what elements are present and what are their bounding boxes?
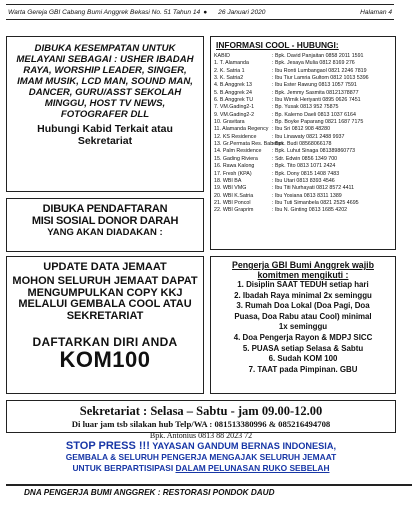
update-title: UPDATE DATA JEMAAT: [43, 261, 167, 273]
cool-leader: : Ibu Ester Rawung 0813 1057 7591: [272, 82, 357, 89]
pengerja-title-2: komitmen mengikuti :: [257, 270, 349, 280]
pengerja-item: Puasa, Doa Rabu atau Cool) minimal: [234, 311, 372, 321]
newsletter-header: [6, 4, 394, 20]
kom100-text: KOM100: [59, 347, 151, 372]
register-text: DAFTARKAN DIRI ANDA: [32, 335, 178, 349]
stop-press-line-1: [6, 440, 396, 452]
page-number: Halaman 4: [360, 8, 392, 16]
cool-contact-row: [214, 148, 392, 155]
cool-contact-row: [214, 104, 392, 111]
cool-contact-row: [214, 97, 392, 104]
cool-leader: : Ibu Tuti Simanbela 0821 2525 4695: [272, 199, 359, 206]
cool-leader: : Ibu Ronti Lumbangaol 0821 2246 7819: [272, 67, 367, 74]
cool-contact-row: [214, 200, 392, 207]
update-data-box: [6, 256, 204, 394]
newsletter-title: Warta Gereja GBI Cabang Bumi Anggrek Bekasi No. 51 Tahun 14: [8, 8, 201, 16]
cool-leader: : Bpk. David Panjaitan 0858 2011 1591: [272, 53, 364, 59]
cool-contact-row: [214, 156, 392, 163]
cool-contact-row: [214, 53, 392, 60]
pengerja-item: 4. Doa Pengerja Rayon & MDPJ SICC: [233, 332, 373, 342]
cool-contact-row: [214, 82, 392, 89]
cool-contact-row: [214, 163, 392, 170]
cool-contact-row: [214, 68, 392, 75]
sekretariat-cut-text: Bpk. Antonius 0813 88 2023 72: [149, 431, 253, 440]
volunteer-text: DIBUKA KESEMPATAN UNTUK MELAYANI SEBAGAI : USHER IBADAH RAYA, WORSHIP LEADER, SINGER, IMAM MUSIK, LCD MAN, SOUND MAN, DANCER, GURU/ASST SEKOLAH MINGGU, HOST TV NEWS, FOTOGRAFER DLL: [16, 43, 194, 120]
stop-press-foundation: YAYASAN GANDUM BERNAS INDONESIA,: [152, 441, 337, 451]
cool-leader: : Bpk. Tito 0813 1071 2424: [272, 163, 336, 170]
cool-contact-row: [214, 207, 392, 214]
cool-area: 11. Alamanda Regency: [214, 126, 269, 133]
cool-area: 10. Gravitara: [214, 119, 245, 126]
cool-area: 3. K. Satria2: [214, 75, 244, 82]
cool-area: 2. K. Satria 1: [214, 67, 245, 74]
cool-contact-row: [214, 112, 392, 119]
cool-leader: : Ibu Wirnik Heriyanti 0895 0626 7451: [272, 97, 361, 104]
issue-date: 26 Januari 2020: [218, 8, 266, 16]
pengerja-item: 1x seminggu: [278, 322, 328, 332]
cool-leader: : Bp. Kalerno Daeli 0813 1037 6164: [272, 111, 356, 118]
cool-contact-row: [214, 171, 392, 178]
cool-leader: : Bpk. Dony 0815 1408 7483: [272, 170, 340, 177]
donor-line-1: DIBUKA PENDAFTARAN: [42, 203, 168, 215]
footer-dna: DNA PENGERJA BUMI ANGGREK : RESTORASI PONDOK DAUD: [6, 484, 412, 500]
sekretariat-box: [6, 400, 396, 440]
cool-area: 17. Fresh (KPA): [214, 170, 252, 177]
cool-area: 4. B.Anggrek 13: [214, 82, 252, 89]
volunteer-box: [6, 36, 204, 192]
cool-area: 20. WBI K.Satria: [214, 192, 254, 199]
pengerja-item: 6. Sudah KOM 100: [268, 354, 338, 364]
stop-press-line-3a: UNTUK BERPARTISIPASI: [72, 463, 176, 473]
cool-contact-row: [214, 134, 392, 141]
sekretariat-hours: Sekretariat : Selasa – Sabtu - jam 09.00-12.00: [79, 404, 323, 418]
pengerja-title-1: Pengerja GBI Bumi Anggrek wajib: [232, 260, 374, 270]
cool-leader: : Ibu Yosiana 0813 8311 1389: [272, 192, 342, 199]
cool-area: 14. Palm Residence: [214, 148, 262, 155]
cool-area: 1. T. Alamanda: [214, 60, 249, 67]
sekretariat-phone: Di luar jam tsb silakan hub Telp/WA : 081513380996 & 085216494708: [71, 419, 331, 429]
update-body: MOHON SELURUH JEMAAT DAPAT MENGUMPULKAN COPY KKJ MELALUI GEMBALA COOL ATAU SEKRETARIAT: [12, 275, 198, 322]
bullet-icon: ●: [203, 8, 208, 16]
cool-contact-row: [214, 141, 392, 148]
cool-contact-row: [214, 185, 392, 192]
pengerja-item: 5. PUASA setiap Selasa & Sabtu: [242, 343, 364, 353]
cool-area: 9. VM.Gading2-2: [214, 111, 255, 118]
pengerja-item: 2. Ibadah Raya minimal 2x seminggu: [234, 290, 372, 300]
stop-press-line-2: GEMBALA & SELURUH PENGERJA MENGAJAK SELURUH JEMAAT: [65, 452, 337, 462]
cool-contact-row: [214, 119, 392, 126]
pengerja-box: [210, 256, 396, 394]
cool-contact-row: [214, 60, 392, 67]
cool-area: 21. WBI Poncol: [214, 199, 251, 206]
cool-leader: : Ibu Utari 0813 8393 4546: [272, 177, 335, 184]
cool-contact-list: [214, 53, 392, 215]
cool-contact-row: [214, 75, 392, 82]
cool-leader: : Bpk. Budi 08568066178: [272, 141, 332, 148]
cool-leader: : Ibu Tiur Lamria Gultom 0812 1013 5396: [272, 75, 369, 82]
cool-leader: : Bpk. Jemmy Sasmita 08121378877: [272, 89, 359, 96]
cool-area: 15. Gading Riviera: [214, 155, 258, 162]
cool-contact-row: [214, 193, 392, 200]
pengerja-item: 3. Rumah Doa Lokal (Doa Pagi, Doa: [236, 301, 370, 311]
cool-leader: : Bpk. Jesaya Mulia 0812 8169 276: [272, 60, 355, 67]
stop-press-label: STOP PRESS !!!: [65, 440, 150, 452]
stop-press-line-3b: DALAM PELUNASAN RUKO SEBELAH: [175, 463, 330, 473]
stop-press-line-3: [6, 463, 396, 474]
pengerja-item: 7. TAAT pada Pimpinan. GBU: [248, 364, 358, 374]
cool-contact-row: [214, 90, 392, 97]
cool-area: 5. B.Anggrek 24: [214, 89, 252, 96]
cool-leader: : Ibu Linawaty 0821 2488 9937: [272, 133, 345, 140]
pengerja-list: [215, 280, 391, 375]
volunteer-contact: Hubungi Kabid Terkait atau Sekretariat: [37, 123, 173, 147]
cool-area: 6. B.Anggrek TU: [214, 97, 254, 104]
cool-leader: : Bp. Boyke Paparang 0821 1687 7175: [272, 119, 364, 126]
cool-title: INFORMASI COOL - HUBUNGI:: [216, 40, 339, 50]
cool-contact-row: [214, 126, 392, 133]
cool-leader: : Ibu Sri 0812 908 48280: [272, 126, 331, 133]
stop-press-box: [6, 440, 396, 480]
cool-area: 7. VM.Gading2-1: [214, 104, 255, 111]
cool-leader: : Ibu N. Ginting 0813 1685 4202: [272, 207, 348, 214]
cool-area: 22. WBI Graprim: [214, 207, 254, 214]
cool-leader: : Ibu Titi Nurhayati 0812 8572 4411: [272, 185, 355, 192]
cool-contact-row: [214, 178, 392, 185]
cool-leader: : Bpk. Luhut Sinaga 081389860773: [272, 148, 356, 155]
cool-area: 19. WBI VMG: [214, 185, 247, 192]
blood-donor-box: [6, 198, 204, 252]
donor-line-3: YANG AKAN DIADAKAN :: [47, 227, 163, 238]
cool-leader: : Sdr. Edwin 0856 1349 700: [272, 155, 338, 162]
cool-info-box: [210, 36, 396, 250]
pengerja-item: 1. Disiplin SAAT TEDUH setiap hari: [237, 280, 369, 289]
cool-area: 18. WBI BA: [214, 177, 242, 184]
cool-area: KABID: [214, 53, 230, 59]
donor-line-2: MISI SOSIAL DONOR DARAH: [31, 215, 179, 227]
cool-leader: : Bp. Yusak 0813 952 75875: [272, 104, 339, 111]
cool-area: 13. Gr.Permata Res. Babelan: [214, 141, 284, 148]
cool-area: 16. Rawa Kalong: [214, 163, 255, 170]
cool-area: 12. KS Residence: [214, 133, 257, 140]
